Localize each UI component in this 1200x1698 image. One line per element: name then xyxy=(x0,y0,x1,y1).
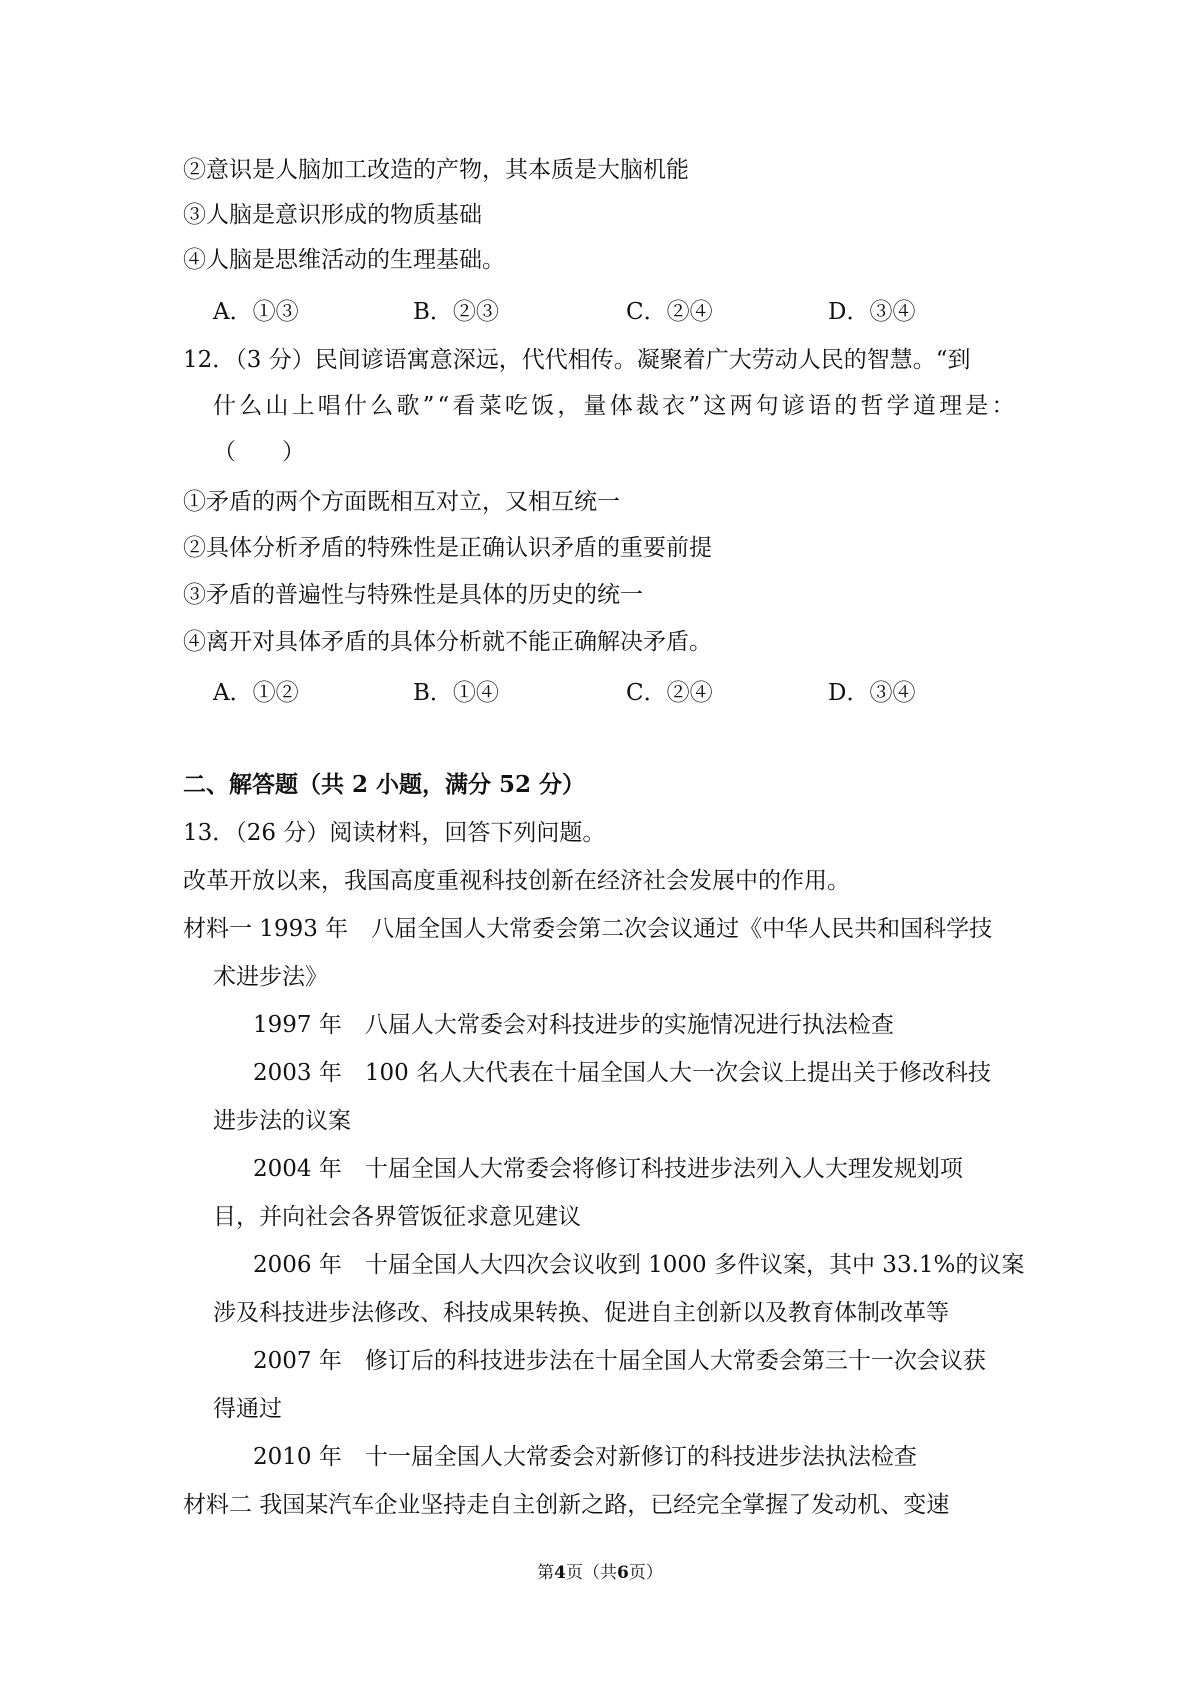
q11-option-c: C．②④ xyxy=(626,299,713,325)
event-2006: 2006 年 十届全国人大四次会议收到 1000 多件议案，其中 33.1%的议案 xyxy=(253,1252,1025,1278)
event-2007: 2007 年 修订后的科技进步法在十届全国人大常委会第三十一次会议获 xyxy=(253,1348,986,1374)
q12-option-c: C．②④ xyxy=(626,680,713,706)
event-2007-continued: 得通过 xyxy=(213,1396,282,1422)
q11-statement-4: ④人脑是思维活动的生理基础。 xyxy=(183,247,505,273)
event-2004: 2004 年 十届全国人大常委会将修订科技进步法列入人大理发规划项 xyxy=(253,1156,963,1182)
q11-option-d: D．③④ xyxy=(828,299,916,325)
q13-stem: 13．（26 分）阅读材料，回答下列问题。 xyxy=(183,820,606,846)
q12-stem-line-1: 12．（3 分）民间谚语寓意深远，代代相传。凝聚着广大劳动人民的智慧。“到 xyxy=(183,347,971,373)
q12-option-b: B．①④ xyxy=(413,680,499,706)
q12-statement-3: ③矛盾的普遍性与特殊性是具体的历史的统一 xyxy=(183,582,643,608)
q12-option-a: A．①② xyxy=(213,680,299,706)
footer-suffix: 页） xyxy=(628,1563,663,1583)
q12-statement-2: ②具体分析矛盾的特殊性是正确认识矛盾的重要前提 xyxy=(183,535,712,561)
footer-total-pages: 6 xyxy=(617,1563,629,1583)
material-1-line-1: 材料一 1993 年 八届全国人大常委会第二次会议通过《中华人民共和国科学技 xyxy=(183,916,993,942)
q12-answer-blank: （ ） xyxy=(213,439,305,465)
q11-option-a: A．①③ xyxy=(213,299,299,325)
footer-prefix: 第 xyxy=(537,1563,555,1583)
q11-statement-2: ②意识是人脑加工改造的产物，其本质是大脑机能 xyxy=(183,157,689,183)
q12-option-d: D．③④ xyxy=(828,680,916,706)
footer-page-number: 4 xyxy=(554,1563,566,1583)
q12-statement-4: ④离开对具体矛盾的具体分析就不能正确解决矛盾。 xyxy=(183,629,712,655)
q12-stem-line-2: 什么山上唱什么歌”“看菜吃饭，量体裁衣”这两句谚语的哲学道理是： xyxy=(213,393,1018,419)
section-2-heading: 二、解答题（共 2 小题，满分 52 分） xyxy=(183,771,586,798)
material-2-line-1: 材料二 我国某汽车企业坚持走自主创新之路，已经完全掌握了发动机、变速 xyxy=(183,1492,950,1518)
event-1997: 1997 年 八届人大常委会对科技进步的实施情况进行执法检查 xyxy=(253,1012,894,1038)
event-2003: 2003 年 100 名人大代表在十届全国人大一次会议上提出关于修改科技 xyxy=(253,1060,992,1086)
event-2006-continued: 涉及科技进步法修改、科技成果转换、促进自主创新以及教育体制改革等 xyxy=(213,1300,949,1326)
event-2003-continued: 进步法的议案 xyxy=(213,1108,351,1134)
q11-option-b: B．②③ xyxy=(413,299,499,325)
event-2010: 2010 年 十一届全国人大常委会对新修订的科技进步法执法检查 xyxy=(253,1444,917,1470)
q11-statement-3: ③人脑是意识形成的物质基础 xyxy=(183,202,482,228)
q12-statement-1: ①矛盾的两个方面既相互对立，又相互统一 xyxy=(183,489,620,515)
event-2004-continued: 目，并向社会各界管饭征求意见建议 xyxy=(213,1204,581,1230)
q13-intro: 改革开放以来，我国高度重视科技创新在经济社会发展中的作用。 xyxy=(183,868,850,894)
page-footer xyxy=(0,1562,1200,1584)
footer-middle: 页（共 xyxy=(566,1563,617,1583)
material-1-line-2: 术进步法》 xyxy=(213,964,328,990)
